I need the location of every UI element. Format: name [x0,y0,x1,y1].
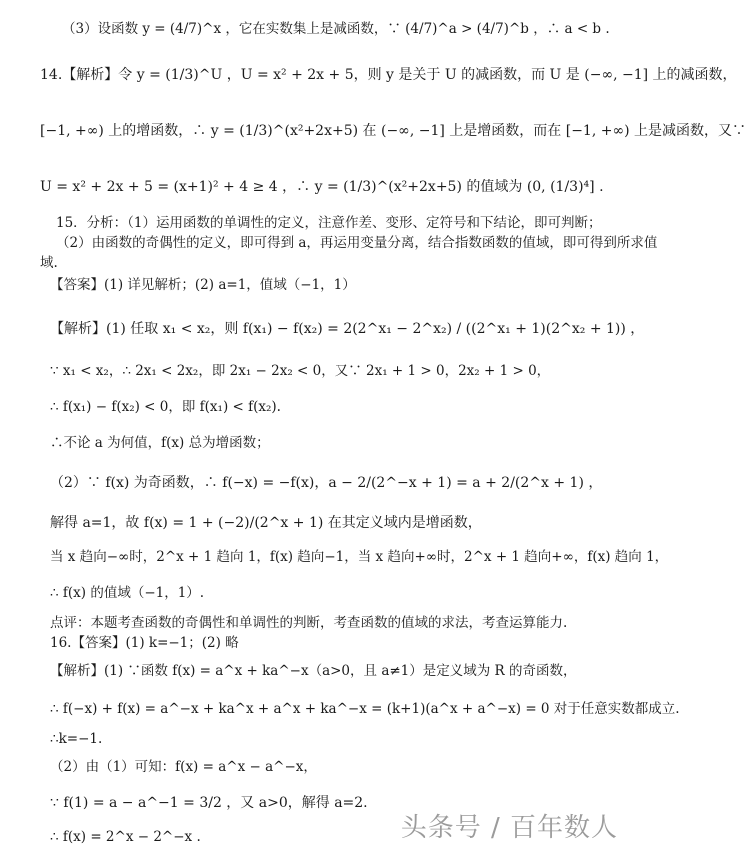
text-line: 【解析】(1) ∵函数 f(x) = a^x + ka^−x（a>0，且 a≠1）是定义域为 R 的奇函数， [50,663,577,679]
text-line: ∴ f(−x) + f(x) = a^−x + ka^x + a^x + ka^−x = (k+1)(a^x + a^−x) = 0 对于任意实数都成立. [50,701,680,717]
text-line: 15．分析：（1）运用函数的单调性的定义，注意作差、变形、定符号和下结论，即可判断； [56,215,602,231]
text-line: ∴k=−1. [50,731,103,747]
text-line: （2）由函数的奇偶性的定义，即可得到 a，再运用变量分离，结合指数函数的值域，即可得到所求值 [56,235,658,251]
text-line: U = x² + 2x + 5 = (x+1)² + 4 ≥ 4 ，∴ y = (1/3)^(x²+2x+5) 的值域为 (0, (1/3)⁴] . [40,179,604,195]
text-line: ∴ f(x₁) − f(x₂) < 0，即 f(x₁) < f(x₂). [50,399,281,415]
text-line: 【解析】(1) 任取 x₁ < x₂，则 f(x₁) − f(x₂) = 2(2^x₁ − 2^x₂) / ((2^x₁ + 1)(2^x₂ + 1)) ， [50,321,645,337]
text-line: 16.【答案】(1) k=−1；(2) 略 [50,635,239,651]
text-line: 解得 a=1，故 f(x) = 1 + (−2)/(2^x + 1) 在其定义域内是增函数， [50,515,482,531]
text-line: 【答案】(1) 详见解析；(2) a=1，值域（−1，1） [50,277,356,293]
text-line: ∴ f(x) = 2^x − 2^−x . [50,829,201,845]
text-line: （2）∵ f(x) 为奇函数，∴ f(−x) = −f(x)，a − 2/(2^−x + 1) = a + 2/(2^x + 1) ， [50,475,603,491]
watermark-text: 头条号 / 百年数人 [400,813,618,843]
text-line: ∴ f(x) 的值域（−1，1）. [50,585,205,601]
text-line: ∵ f(1) = a − a^−1 = 3/2 ，又 a>0，解得 a=2. [50,795,368,811]
text-line: 点评：本题考查函数的奇偶性和单调性的判断，考查函数的值域的求法，考查运算能力. [50,615,568,631]
text-line: 14.【解析】令 y = (1/3)^U ，U = x² + 2x + 5，则 y 是关于 U 的减函数，而 U 是 (−∞, −1] 上的减函数， [40,67,737,83]
text-line: 域. [40,255,58,271]
text-line: ∵ x₁ < x₂，∴ 2x₁ < 2x₂，即 2x₁ − 2x₂ < 0，又∵ 2x₁ + 1 > 0，2x₂ + 1 > 0， [50,363,551,379]
text-line: （2）由（1）可知：f(x) = a^x − a^−x， [50,759,317,775]
text-line: ∴不论 a 为何值，f(x) 总为增函数； [50,435,270,451]
text-line: 当 x 趋向−∞时，2^x + 1 趋向 1，f(x) 趋向−1，当 x 趋向+∞时，2^x + 1 趋向+∞，f(x) 趋向 1， [50,549,669,565]
text-line: [−1, +∞) 上的增函数，∴ y = (1/3)^(x²+2x+5) 在 (−∞, −1] 上是增函数，而在 [−1, +∞) 上是减函数，又∵ [40,123,746,139]
text-line: （3）设函数 y = (4/7)^x ，它在实数集上是减函数，∵ (4/7)^a > (4/7)^b ，∴ a < b . [62,21,610,37]
